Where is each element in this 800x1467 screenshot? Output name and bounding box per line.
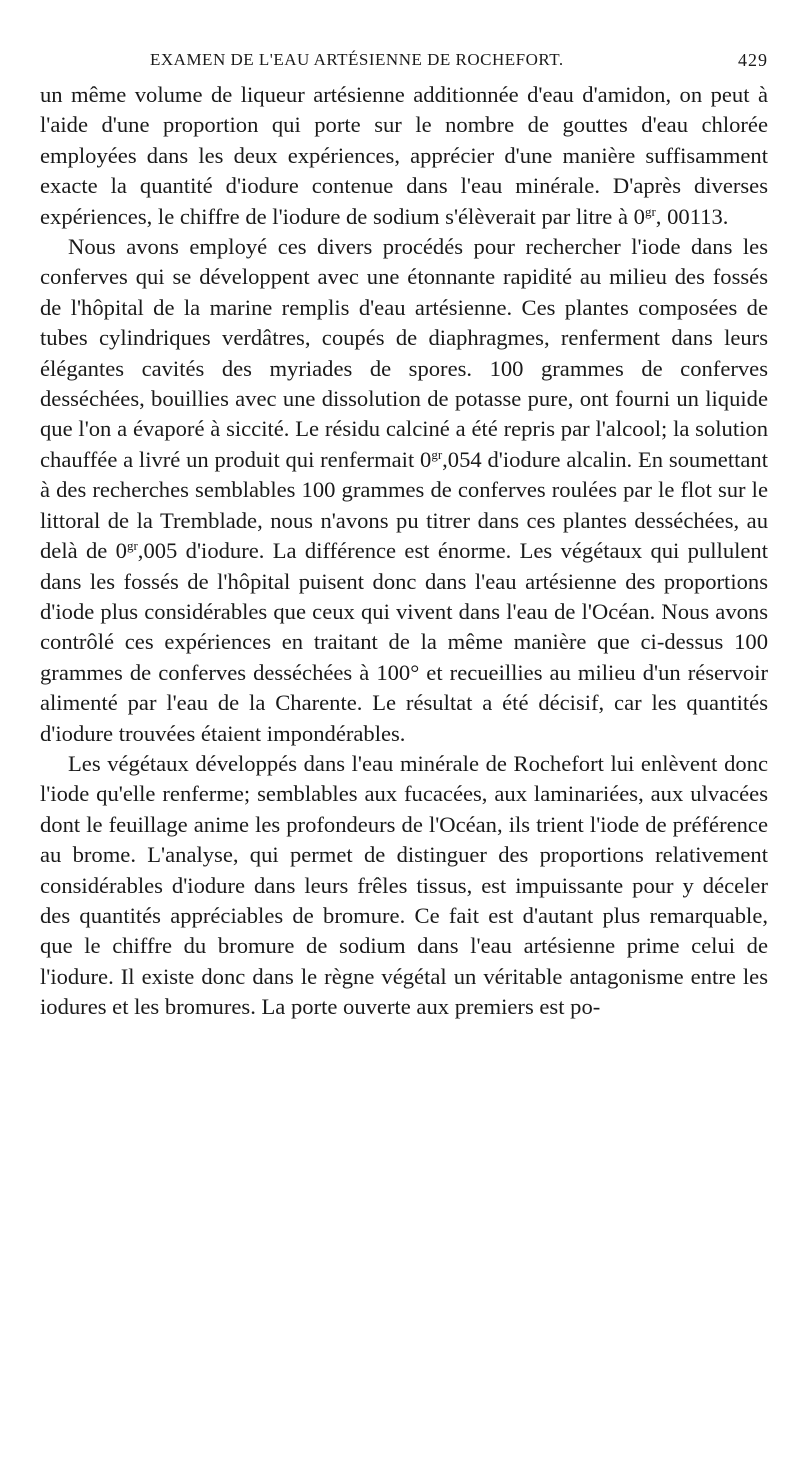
running-head: EXAMEN DE L'EAU ARTÉSIENNE DE ROCHEFORT. (150, 50, 564, 69)
page-header (40, 40, 768, 80)
gram-unit-superscript: gr (431, 446, 443, 462)
gram-unit-superscript: gr (126, 538, 138, 554)
paragraph-1-text-2: , 00113. (655, 203, 729, 229)
page-number: 429 (738, 50, 768, 70)
paragraph-2-text-3: ,005 d'iodure. La différence est énorme. Les végétaux qui pullulent dans les fossés de l'hôpital puisent donc dans l'eau artésienne des proportions d'iode plus considérables que ceux qui vivent dans l'eau de l'Océan. Nous avons contrôlé ces expériences en traitant de la même manière que ci-dessus 100 grammes de conferves desséchées à 100° et recueillies au milieu d'un réservoir alimenté par l'eau de la Charente. Le résultat a été décisif, car les quantités d'iodure trouvées étaient impondérables. (40, 538, 768, 746)
book-page (40, 40, 768, 1023)
paragraph-1-text-1: un même volume de liqueur artésienne additionnée d'eau d'amidon, on peut à l'aide d'une proportion qui porte sur le nombre de gouttes d'eau chlorée employées dans les deux expériences, apprécier d'une manière suffisamment exacte la quantité d'iodure contenue dans l'eau minérale. D'après diverses expériences, le chiffre de l'iodure de sodium s'élèverait par litre à 0 (40, 82, 768, 229)
body-text (40, 80, 768, 1023)
paragraph-3-text-1: Les végétaux développés dans l'eau minérale de Rochefort lui enlèvent donc l'iode qu'elle renferme; semblables aux fucacées, aux laminariées, aux ulvacées dont le feuillage anime les profondeurs de l'Océan, ils trient l'iode de préférence au brome. L'analyse, qui permet de distinguer des proportions relativement considérables d'iodure dans leurs frêles tissus, est impuissante pour y déceler des quantités appréciables de bromure. Ce fait est d'autant plus remarquable, que le chiffre du bromure de sodium dans l'eau artésienne prime celui de l'iodure. Il existe donc dans le règne végétal un véritable antagonisme entre les iodures et les bromures. La porte ouverte aux premiers est po- (40, 750, 768, 1020)
paragraph-3 (40, 749, 768, 1023)
paragraph-1 (40, 80, 768, 232)
paragraph-2-text-2: ,054 d'iodure alcalin. En soumettant à des recherches semblables 100 grammes de conferves roulées par le flot sur le littoral de la Tremblade, nous n'avons pu titrer dans ces plantes desséchées, au delà de 0 (40, 446, 768, 564)
paragraph-2 (40, 232, 768, 749)
gram-unit-superscript: gr (644, 203, 656, 219)
paragraph-2-text-1: Nous avons employé ces divers procédés pour rechercher l'iode dans les conferves qui se développent avec une étonnante rapidité au milieu des fossés de l'hôpital de la marine remplis d'eau artésienne. Ces plantes composées de tubes cylindriques verdâtres, coupés de diaphragmes, renferment dans leurs élégantes cavités des myriades de spores. 100 grammes de conferves desséchées, bouillies avec une dissolution de potasse pure, ont fourni un liquide que l'on a évaporé à siccité. Le résidu calciné a été repris par l'alcool; la solution chauffée a livré un produit qui renfermait 0 (40, 234, 768, 472)
